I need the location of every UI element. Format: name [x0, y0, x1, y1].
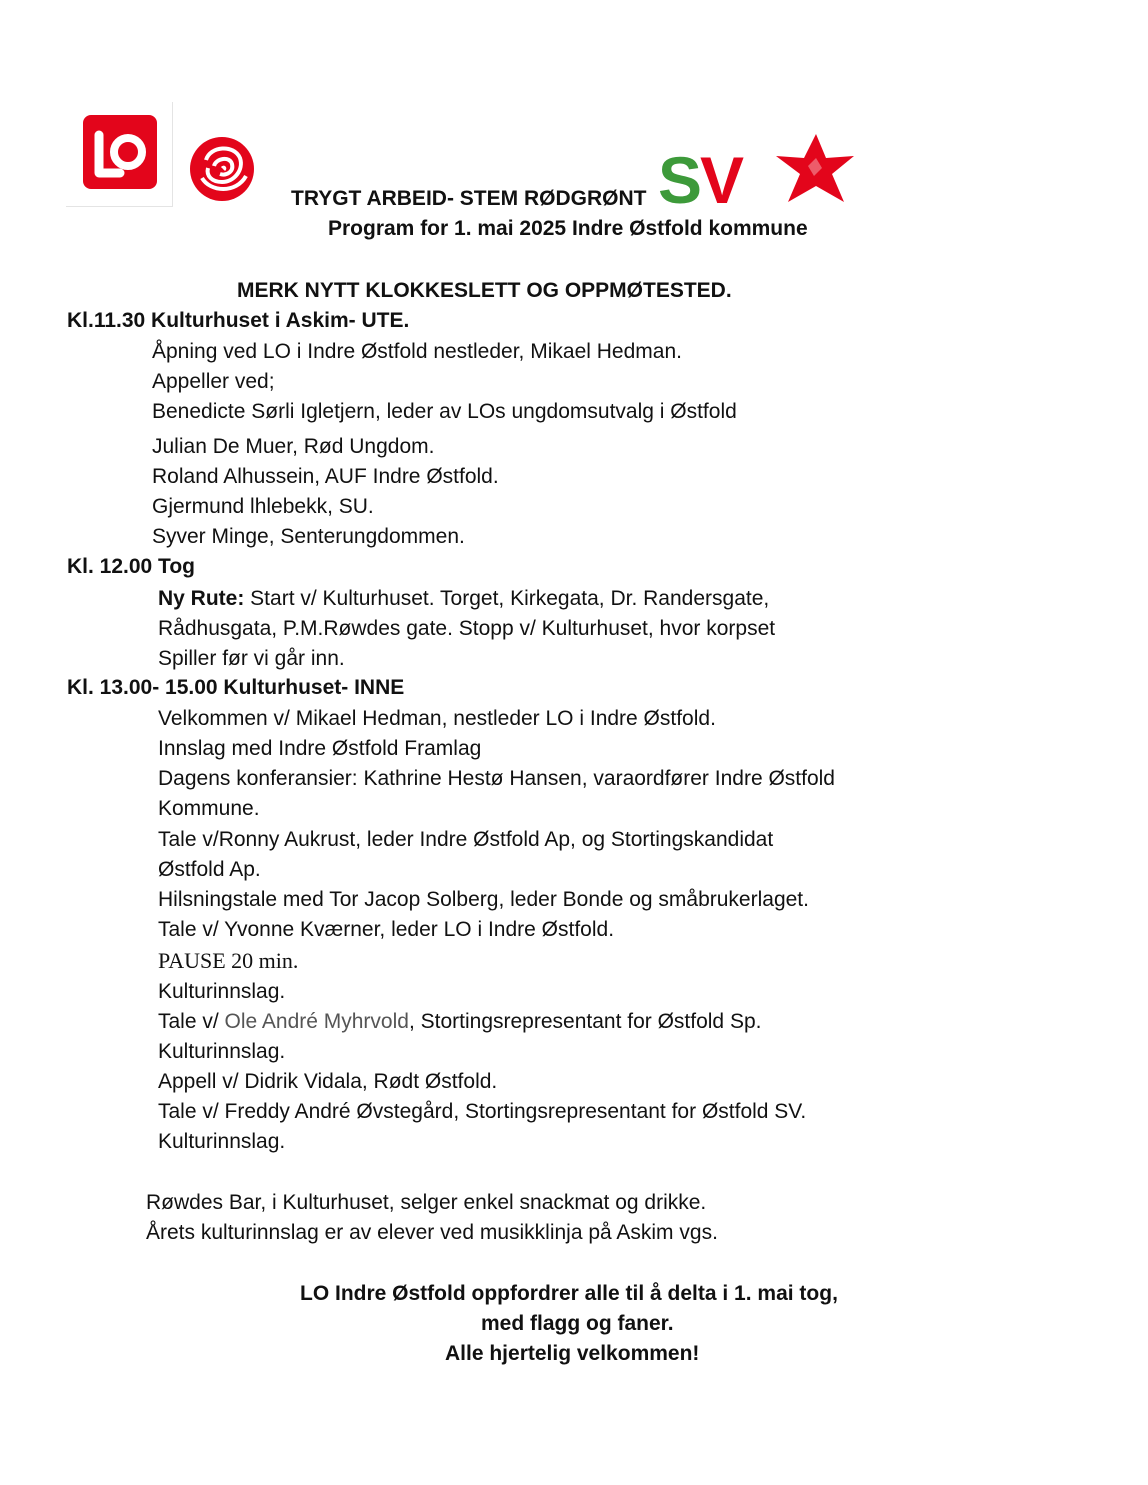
section-1-line: Syver Minge, Senterungdommen. — [152, 525, 465, 548]
route-line — [158, 586, 769, 612]
ole-prefix: Tale v/ — [158, 1010, 225, 1033]
lo-logo — [66, 102, 173, 207]
section-2-line: Rådhusgata, P.M.Røwdes gate. Stopp v/ Kulturhuset, hvor korpset — [158, 617, 776, 640]
section-2-line: Spiller før vi går inn. — [158, 647, 345, 670]
sv-logo-s: S — [658, 145, 699, 209]
route-label: Ny Rute: — [158, 587, 245, 610]
closing-line: med flagg og faner. — [481, 1312, 674, 1335]
notice: MERK NYTT KLOKKESLETT OG OPPMØTESTED. — [237, 279, 732, 302]
section-1-line: Gjermund lhlebekk, SU. — [152, 495, 374, 518]
section-3-line: Tale v/ Freddy André Øvstegård, Stortingsrepresentant for Østfold SV. — [158, 1100, 807, 1123]
kulturinnslag-line: Kulturinnslag. — [158, 980, 286, 1003]
section-3-line: Dagens konferansier: Kathrine Hestø Hansen, varaordfører Indre Østfold — [158, 767, 835, 790]
closing-line: Alle hjertelig velkommen! — [445, 1342, 700, 1365]
section-3-line: Kommune. — [158, 797, 260, 820]
sv-logo-v: V — [700, 145, 741, 209]
section-3-line: Hilsningstale med Tor Jacop Solberg, leder Bonde og småbrukerlaget. — [158, 888, 809, 911]
section-3-line: Østfold Ap. — [158, 858, 261, 881]
closing-line: LO Indre Østfold oppfordrer alle til å delta i 1. mai tog, — [300, 1282, 838, 1305]
star-logo — [770, 132, 860, 208]
section-1-line: Benedicte Sørli Igletjern, leder av LOs ungdomsutvalg i Østfold — [152, 400, 737, 423]
pause-line: PAUSE 20 min. — [158, 948, 299, 973]
section-1-heading: Kl.11.30 Kulturhuset i Askim- UTE. — [67, 309, 410, 332]
section-1-line: Roland Alhussein, AUF Indre Østfold. — [152, 465, 499, 488]
ole-name: Ole André Myhrvold — [224, 1010, 409, 1033]
section-3-heading: Kl. 13.00- 15.00 Kulturhuset- INNE — [67, 676, 405, 699]
section-3-line: Innslag med Indre Østfold Framlag — [158, 737, 482, 760]
rose-logo — [188, 132, 258, 204]
slogan: TRYGT ARBEID- STEM RØDGRØNT — [291, 187, 647, 210]
section-1-line: Appeller ved; — [152, 370, 275, 393]
info-line: Årets kulturinnslag er av elever ved musikklinja på Askim vgs. — [146, 1221, 718, 1244]
section-3-line: Velkommen v/ Mikael Hedman, nestleder LO i Indre Østfold. — [158, 707, 716, 730]
route-text: Start v/ Kulturhuset. Torget, Kirkegata, Dr. Randersgate, — [244, 587, 770, 610]
section-2-heading: Kl. 12.00 Tog — [67, 555, 195, 578]
ole-suffix: , Stortingsrepresentant for Østfold Sp. — [408, 1010, 762, 1033]
program-title: Program for 1. mai 2025 Indre Østfold kommune — [328, 217, 808, 240]
info-line: Røwdes Bar, i Kulturhuset, selger enkel snackmat og drikke. — [146, 1191, 707, 1214]
section-1-line: Julian De Muer, Rød Ungdom. — [152, 435, 435, 458]
section-3-line: Kulturinnslag. — [158, 1040, 286, 1063]
section-1-line: Åpning ved LO i Indre Østfold nestleder, Mikael Hedman. — [152, 340, 682, 363]
ole-line — [158, 1009, 761, 1035]
section-3-line: Appell v/ Didrik Vidala, Rødt Østfold. — [158, 1070, 498, 1093]
section-3-line: Tale v/Ronny Aukrust, leder Indre Østfold Ap, og Stortingskandidat — [158, 828, 774, 851]
section-3-line: Tale v/ Yvonne Kværner, leder LO i Indre Østfold. — [158, 918, 615, 941]
sv-logo — [656, 145, 760, 209]
section-3-line: Kulturinnslag. — [158, 1130, 286, 1153]
